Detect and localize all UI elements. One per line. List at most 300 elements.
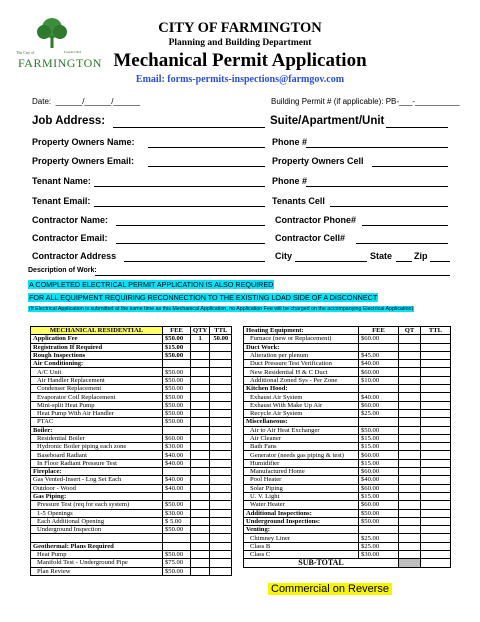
item-label: Alteration per plenum xyxy=(244,351,359,359)
table-row xyxy=(31,409,232,417)
contractor-address-label: Contractor Address xyxy=(32,251,117,261)
qty-input[interactable] xyxy=(191,451,210,459)
qty-input[interactable] xyxy=(399,443,421,451)
qty-input[interactable] xyxy=(399,534,421,542)
item-label: Outdoor - Wood xyxy=(31,484,163,492)
item-label xyxy=(31,534,163,542)
total-input[interactable] xyxy=(210,509,232,517)
fee-value: $40.00 xyxy=(359,360,399,368)
total-input[interactable] xyxy=(421,360,451,368)
commercial-on-reverse-note: Commercial on Reverse xyxy=(268,583,392,595)
contractor-email-label: Contractor Email: xyxy=(32,233,108,243)
qty-input[interactable] xyxy=(191,418,210,426)
qty-input[interactable]: 1 xyxy=(191,335,210,343)
owner-email-label: Property Owners Email: xyxy=(32,156,135,166)
item-label: Baseboard Radiant xyxy=(31,451,163,459)
table-row xyxy=(31,434,232,442)
logo-founded-text: Founded 1824 xyxy=(64,50,82,54)
total-input[interactable] xyxy=(421,335,451,343)
total-input[interactable] xyxy=(421,368,451,376)
table-row xyxy=(244,401,451,409)
fee-value: $50.00 xyxy=(163,393,191,401)
total-input[interactable] xyxy=(210,517,232,525)
item-label: In Floor Radiant Pressure Test xyxy=(31,459,163,467)
qty-input[interactable] xyxy=(399,393,421,401)
item-label: Solar Piping xyxy=(244,484,359,492)
total-input[interactable] xyxy=(421,484,451,492)
total-input[interactable] xyxy=(421,343,451,351)
tenant-name-input[interactable] xyxy=(94,177,265,187)
table-row xyxy=(31,393,232,401)
tenant-cell-input[interactable] xyxy=(330,197,448,207)
table-row xyxy=(31,492,232,500)
table-row xyxy=(244,551,451,559)
qty-input[interactable] xyxy=(191,559,210,567)
fee-value: $50.00 xyxy=(163,567,191,575)
table-row xyxy=(244,468,451,476)
qty-input[interactable] xyxy=(399,368,421,376)
qty-input[interactable] xyxy=(399,360,421,368)
qty-input[interactable] xyxy=(191,534,210,542)
header-fee: FEE xyxy=(163,327,191,335)
fee-value: $50.00 xyxy=(163,351,191,359)
table-row xyxy=(31,567,232,575)
fee-value: $30.00 xyxy=(359,551,399,559)
total-input[interactable] xyxy=(210,426,232,434)
qty-input[interactable] xyxy=(191,351,210,359)
qty-input[interactable] xyxy=(399,526,421,534)
table-row xyxy=(31,335,232,343)
fee-value: $60.00 xyxy=(359,451,399,459)
item-label: Furnace (new or Replacement) xyxy=(244,335,359,343)
subtotal-input[interactable] xyxy=(421,559,451,567)
fee-value: $60.00 xyxy=(359,401,399,409)
table-row xyxy=(244,368,451,376)
table-row xyxy=(244,409,451,417)
state-input[interactable] xyxy=(396,252,412,262)
contractor-name-input[interactable] xyxy=(116,216,265,226)
fee-value: $50.00 xyxy=(359,509,399,517)
owner-name-input[interactable] xyxy=(148,138,265,148)
qty-input[interactable] xyxy=(191,501,210,509)
table-row xyxy=(244,451,451,459)
fee-value: $25.00 xyxy=(359,534,399,542)
table-row xyxy=(31,418,232,426)
total-input[interactable] xyxy=(421,451,451,459)
qty-input[interactable] xyxy=(399,401,421,409)
owner-phone-input[interactable] xyxy=(306,138,448,148)
qty-input[interactable] xyxy=(191,468,210,476)
qty-input[interactable] xyxy=(191,551,210,559)
item-label: Heat Pump With Air Handler xyxy=(31,409,163,417)
item-label: A/C Unit xyxy=(31,368,163,376)
qty-input[interactable] xyxy=(191,401,210,409)
contractor-phone-label: Contractor Phone# xyxy=(275,215,357,225)
item-label: Boiler: xyxy=(31,426,163,434)
item-label: New Residential H & C Duct xyxy=(244,368,359,376)
item-label: Pool Heater xyxy=(244,476,359,484)
item-label: Air Handler Replacement xyxy=(31,376,163,384)
qty-input[interactable] xyxy=(399,542,421,550)
qty-input[interactable] xyxy=(191,526,210,534)
item-label: Class B xyxy=(244,542,359,550)
fee-value: $50.00 xyxy=(163,401,191,409)
heating-fee-table xyxy=(243,326,451,568)
qty-input[interactable] xyxy=(191,484,210,492)
item-label: Rough Inspections xyxy=(31,351,163,359)
table-row xyxy=(31,459,232,467)
total-input[interactable] xyxy=(210,534,232,542)
table-row xyxy=(31,501,232,509)
item-label: Geothermal: Plans Required xyxy=(31,542,163,550)
subtotal-gray-cell xyxy=(399,559,421,567)
fee-value xyxy=(163,492,191,500)
item-label: U. V. Light xyxy=(244,492,359,500)
qty-input[interactable] xyxy=(399,409,421,417)
logo-small-text: The City of xyxy=(16,50,35,55)
qty-input[interactable] xyxy=(191,385,210,393)
city-name: CITY OF FARMINGTON xyxy=(158,20,322,36)
total-input[interactable] xyxy=(421,468,451,476)
fee-value: $25.00 xyxy=(359,409,399,417)
date-label: Date: xyxy=(32,97,52,106)
table-row xyxy=(244,526,451,534)
header-ttl: TTL xyxy=(210,327,232,335)
total-input[interactable] xyxy=(421,434,451,442)
header-qty: QT xyxy=(399,327,421,335)
qty-input[interactable] xyxy=(191,409,210,417)
total-input[interactable] xyxy=(421,476,451,484)
qty-input[interactable] xyxy=(399,426,421,434)
qty-input[interactable] xyxy=(399,468,421,476)
table-row xyxy=(244,484,451,492)
qty-input[interactable] xyxy=(191,459,210,467)
item-label: Generator (needs gas piping & test) xyxy=(244,451,359,459)
fee-value: $50.00 xyxy=(163,376,191,384)
total-input[interactable] xyxy=(210,401,232,409)
total-input[interactable] xyxy=(210,501,232,509)
fee-value: $40.00 xyxy=(163,476,191,484)
qty-input[interactable] xyxy=(191,376,210,384)
total-input[interactable] xyxy=(210,484,232,492)
department-name: Planning and Building Department xyxy=(168,38,312,48)
notice-reconnection: FOR ALL EQUIPMENT REQUIRING RECONNECTION TO THE EXISTING LOAD SIDE OF A DISCONNECT xyxy=(29,293,378,302)
city-label: City xyxy=(275,251,293,261)
qty-input[interactable] xyxy=(191,542,210,550)
fee-value xyxy=(359,418,399,426)
total-input[interactable] xyxy=(210,542,232,550)
total-input[interactable] xyxy=(210,459,232,467)
tenant-cell-label: Tenants Cell xyxy=(272,196,325,206)
fee-value: $30.00 xyxy=(163,509,191,517)
total-input[interactable] xyxy=(210,351,232,359)
fee-value: $40.00 xyxy=(359,476,399,484)
fee-value: $40.00 xyxy=(163,451,191,459)
total-input[interactable] xyxy=(421,351,451,359)
total-input[interactable] xyxy=(210,418,232,426)
total-input[interactable] xyxy=(210,393,232,401)
contractor-cell-label: Contractor Cell# xyxy=(275,233,346,243)
tenant-phone-input[interactable] xyxy=(306,177,448,187)
total-input[interactable] xyxy=(421,401,451,409)
table-row xyxy=(31,526,232,534)
table-row xyxy=(31,468,232,476)
table-row xyxy=(31,401,232,409)
suite-label: Suite/Apartment/Unit xyxy=(270,115,385,127)
item-label: Condenser Replacement xyxy=(31,385,163,393)
total-input[interactable] xyxy=(210,451,232,459)
city-input[interactable] xyxy=(295,252,367,262)
fee-value xyxy=(359,526,399,534)
qty-input[interactable] xyxy=(399,385,421,393)
description-input[interactable] xyxy=(95,266,450,276)
item-label: Application Fee xyxy=(31,335,163,343)
table-row xyxy=(244,443,451,451)
owner-cell-input[interactable] xyxy=(372,157,448,167)
item-label: 1-5 Openings xyxy=(31,509,163,517)
item-label: Chimney Liner xyxy=(244,534,359,542)
fee-value: $60.00 xyxy=(359,484,399,492)
qty-input[interactable] xyxy=(399,517,421,525)
total-input[interactable] xyxy=(210,443,232,451)
fee-value: $75.00 xyxy=(163,559,191,567)
owner-email-input[interactable] xyxy=(148,157,265,167)
item-label: Air Conditioning: xyxy=(31,360,163,368)
table-row xyxy=(244,509,451,517)
suite-input[interactable] xyxy=(386,118,448,128)
item-label: Underground Inspection xyxy=(31,526,163,534)
fee-value: $15.00 xyxy=(359,492,399,500)
total-input[interactable] xyxy=(210,409,232,417)
item-label: Fireplace: xyxy=(31,468,163,476)
fee-value: $50.00 xyxy=(163,409,191,417)
table-row xyxy=(244,343,451,351)
contractor-email-input[interactable] xyxy=(116,234,265,244)
table-row xyxy=(31,484,232,492)
table-row xyxy=(244,418,451,426)
logo-name: FARMINGTON xyxy=(18,56,102,70)
total-input[interactable] xyxy=(210,476,232,484)
contractor-phone-input[interactable] xyxy=(362,216,448,226)
fee-value: $50.00 xyxy=(359,426,399,434)
table-header-row xyxy=(31,327,232,335)
total-input[interactable] xyxy=(421,376,451,384)
fee-value xyxy=(163,534,191,542)
qty-input[interactable] xyxy=(191,509,210,517)
total-input[interactable] xyxy=(421,526,451,534)
total-input[interactable] xyxy=(210,368,232,376)
qty-input[interactable] xyxy=(399,459,421,467)
fee-value: $15.00 xyxy=(359,434,399,442)
table-row xyxy=(244,492,451,500)
table-row xyxy=(31,343,232,351)
total-input[interactable] xyxy=(421,542,451,550)
fee-value: $50.00 xyxy=(163,551,191,559)
header-fee: FEE xyxy=(359,327,399,335)
total-input[interactable] xyxy=(210,567,232,575)
total-input[interactable] xyxy=(210,376,232,384)
total-input[interactable] xyxy=(210,551,232,559)
qty-input[interactable] xyxy=(399,418,421,426)
qty-input[interactable] xyxy=(191,393,210,401)
fee-value: $50.00 xyxy=(163,385,191,393)
fee-value: $60.00 xyxy=(359,468,399,476)
total-input[interactable] xyxy=(421,517,451,525)
email-link[interactable]: Email: forms-permits-inspections@farmgov.com xyxy=(135,74,345,85)
total-input[interactable] xyxy=(421,393,451,401)
tenant-email-label: Tenant Email: xyxy=(32,196,91,206)
table-row xyxy=(31,542,232,550)
fee-value: $60.00 xyxy=(163,434,191,442)
table-row xyxy=(31,534,232,542)
total-input[interactable] xyxy=(421,459,451,467)
item-label: Manufactured Home xyxy=(244,468,359,476)
fee-value: $15.00 xyxy=(163,343,191,351)
tenant-phone-label: Phone # xyxy=(272,176,308,186)
qty-input[interactable] xyxy=(399,343,421,351)
total-input[interactable] xyxy=(421,534,451,542)
table-row xyxy=(244,517,451,525)
fee-value: $45.00 xyxy=(359,351,399,359)
table-header-row xyxy=(244,327,451,335)
total-input[interactable] xyxy=(210,360,232,368)
total-input[interactable] xyxy=(421,492,451,500)
qty-input[interactable] xyxy=(399,484,421,492)
total-input[interactable] xyxy=(210,343,232,351)
qty-input[interactable] xyxy=(399,509,421,517)
total-input[interactable] xyxy=(421,551,451,559)
total-input[interactable] xyxy=(421,509,451,517)
item-label: Heat Pump xyxy=(31,551,163,559)
fee-value: $50.00 xyxy=(163,368,191,376)
total-input[interactable] xyxy=(421,443,451,451)
qty-input[interactable] xyxy=(399,501,421,509)
qty-input[interactable] xyxy=(191,476,210,484)
fee-value xyxy=(163,542,191,550)
header-item: MECHANICAL RESIDENTIAL xyxy=(31,327,163,335)
fee-value: $50.00 xyxy=(163,335,191,343)
job-address-input[interactable] xyxy=(113,118,265,128)
item-label: Manifold Test - Underground Pipe xyxy=(31,559,163,567)
total-input[interactable] xyxy=(421,385,451,393)
contractor-cell-input[interactable] xyxy=(356,234,448,244)
zip-input[interactable] xyxy=(430,252,450,262)
fee-value: $40.00 xyxy=(163,484,191,492)
qty-input[interactable] xyxy=(191,434,210,442)
table-row xyxy=(31,509,232,517)
qty-input[interactable] xyxy=(191,426,210,434)
table-row xyxy=(244,534,451,542)
item-label: Venting: xyxy=(244,526,359,534)
residential-fee-table xyxy=(30,326,232,576)
table-row xyxy=(31,385,232,393)
owner-cell-label: Property Owners Cell xyxy=(272,156,364,166)
qty-input[interactable] xyxy=(191,443,210,451)
fee-value xyxy=(163,468,191,476)
fee-value: $50.00 xyxy=(359,517,399,525)
total-input[interactable] xyxy=(421,409,451,417)
item-label: Humidifier xyxy=(244,459,359,467)
fee-value: $50.00 xyxy=(163,418,191,426)
qty-input[interactable] xyxy=(191,517,210,525)
tenant-email-input[interactable] xyxy=(94,197,265,207)
fee-value xyxy=(163,426,191,434)
table-row xyxy=(31,551,232,559)
item-label: Duct Work: xyxy=(244,343,359,351)
contractor-address-input[interactable] xyxy=(124,252,265,262)
total-input[interactable] xyxy=(421,426,451,434)
fee-value: $15.00 xyxy=(359,443,399,451)
item-label: Air Cleaner xyxy=(244,434,359,442)
qty-input[interactable] xyxy=(191,368,210,376)
item-label: Mini-split Heat Pump xyxy=(31,401,163,409)
notice-electrical-required: A COMPLETED ELECTRICAL PERMIT APPLICATION IS ALSO REQUIRED xyxy=(29,280,274,289)
permit-number-field[interactable]: Building Permit # (if applicable): PB-___-__________ xyxy=(271,97,460,106)
item-label: Additional Zoned Sys - Per Zone xyxy=(244,376,359,384)
table-row xyxy=(244,434,451,442)
qty-input[interactable] xyxy=(399,451,421,459)
total-input[interactable] xyxy=(210,434,232,442)
table-row xyxy=(31,360,232,368)
qty-input[interactable] xyxy=(399,551,421,559)
fee-value: $ 5.00 xyxy=(163,517,191,525)
total-input[interactable] xyxy=(421,418,451,426)
total-input[interactable] xyxy=(210,526,232,534)
fee-value: $60.00 xyxy=(359,368,399,376)
table-row xyxy=(244,385,451,393)
qty-input[interactable] xyxy=(191,492,210,500)
table-row xyxy=(244,501,451,509)
total-input[interactable] xyxy=(421,501,451,509)
qty-input[interactable] xyxy=(399,351,421,359)
fee-value xyxy=(359,385,399,393)
fee-value: $40.00 xyxy=(359,393,399,401)
fee-value xyxy=(359,343,399,351)
total-input[interactable] xyxy=(210,468,232,476)
header-qty: QTY xyxy=(191,327,210,335)
qty-input[interactable] xyxy=(399,434,421,442)
table-row xyxy=(244,335,451,343)
total-input[interactable]: 50.00 xyxy=(210,335,232,343)
item-label: Class C xyxy=(244,551,359,559)
qty-input[interactable] xyxy=(191,360,210,368)
table-row xyxy=(244,360,451,368)
table-row xyxy=(244,426,451,434)
qty-input[interactable] xyxy=(399,376,421,384)
qty-input[interactable] xyxy=(191,567,210,575)
tenant-name-label: Tenant Name: xyxy=(32,176,91,186)
fee-value: $50.00 xyxy=(163,501,191,509)
date-field[interactable]: ______/______/______ xyxy=(55,97,141,106)
table-row xyxy=(31,476,232,484)
total-input[interactable] xyxy=(210,492,232,500)
qty-input[interactable] xyxy=(191,343,210,351)
table-row xyxy=(31,351,232,359)
item-label: Air to Air Heat Exchanger xyxy=(244,426,359,434)
notice-fee-waiver: (If Electrical Application is submitted at the same time as this Mechanical Application, no Application Fee will be charged on the accompanying Electrical Application) xyxy=(29,306,414,312)
item-label: Each Additional Opening xyxy=(31,517,163,525)
qty-input[interactable] xyxy=(399,492,421,500)
item-label: Additional Inspections: xyxy=(244,509,359,517)
table-row xyxy=(31,426,232,434)
item-label: Water Heater xyxy=(244,501,359,509)
qty-input[interactable] xyxy=(399,335,421,343)
fee-value: $60.00 xyxy=(359,335,399,343)
item-label: Registration If Required xyxy=(31,343,163,351)
total-input[interactable] xyxy=(210,559,232,567)
qty-input[interactable] xyxy=(399,476,421,484)
total-input[interactable] xyxy=(210,385,232,393)
